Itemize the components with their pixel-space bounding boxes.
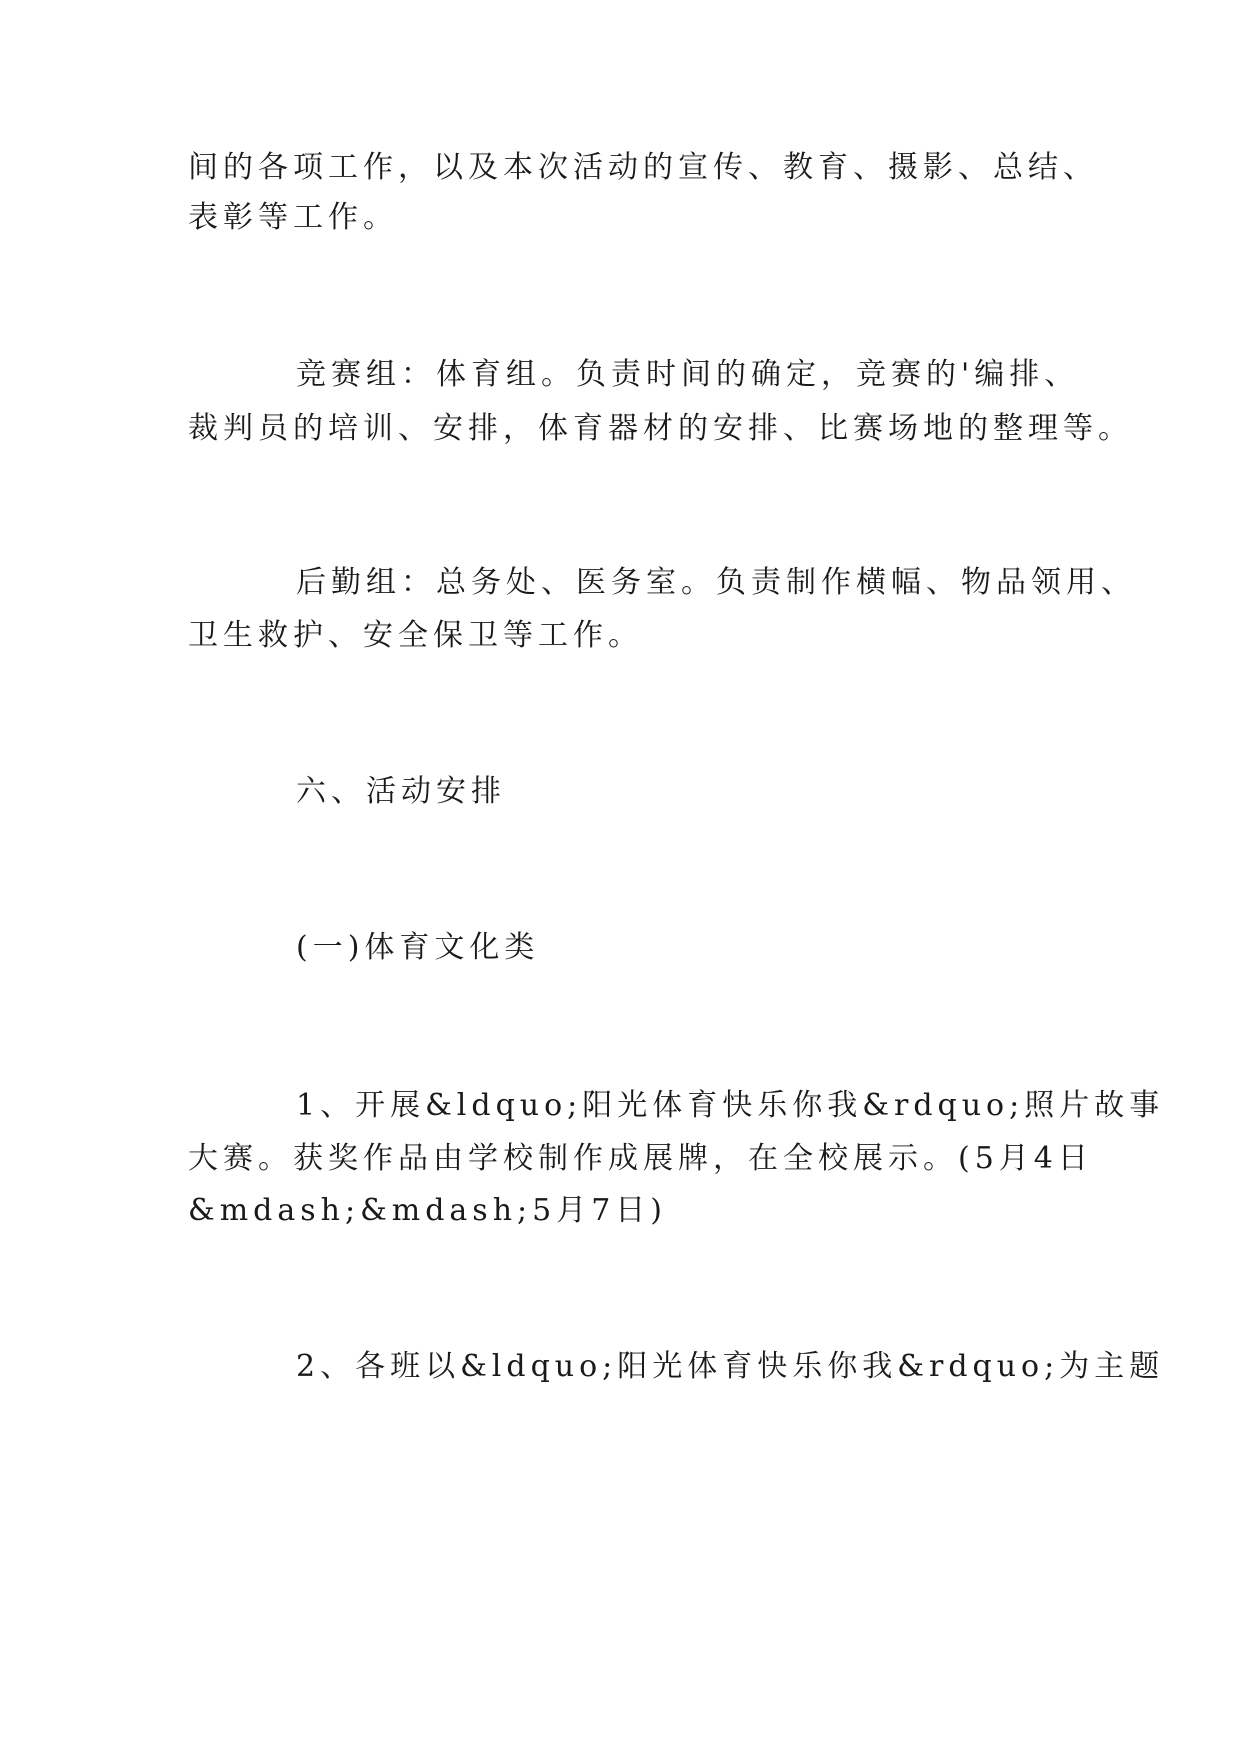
- paragraph-line: 1、开展&ldquo;阳光体育快乐你我&rdquo;照片故事: [296, 1088, 1165, 1123]
- paragraph-line: 间的各项工作，以及本次活动的宣传、教育、摄影、总结、: [188, 150, 1098, 185]
- paragraph-line: 表彰等工作。: [188, 200, 398, 235]
- paragraph-line: 竞赛组：体育组。负责时间的确定，竞赛的'编排、: [296, 357, 1080, 392]
- section-heading: 六、活动安排: [296, 774, 506, 809]
- paragraph-line: &mdash;&mdash;5月7日): [188, 1193, 668, 1228]
- paragraph-line: 卫生救护、安全保卫等工作。: [188, 618, 643, 653]
- paragraph-line: 后勤组：总务处、医务室。负责制作横幅、物品领用、: [296, 565, 1136, 600]
- subsection-heading: (一)体育文化类: [296, 930, 540, 965]
- paragraph-line: 大赛。获奖作品由学校制作成展牌，在全校展示。(5月4日: [188, 1141, 1093, 1176]
- paragraph-line: 裁判员的培训、安排，体育器材的安排、比赛场地的整理等。: [188, 411, 1133, 446]
- paragraph-line: 2、各班以&ldquo;阳光体育快乐你我&rdquo;为主题: [296, 1349, 1165, 1384]
